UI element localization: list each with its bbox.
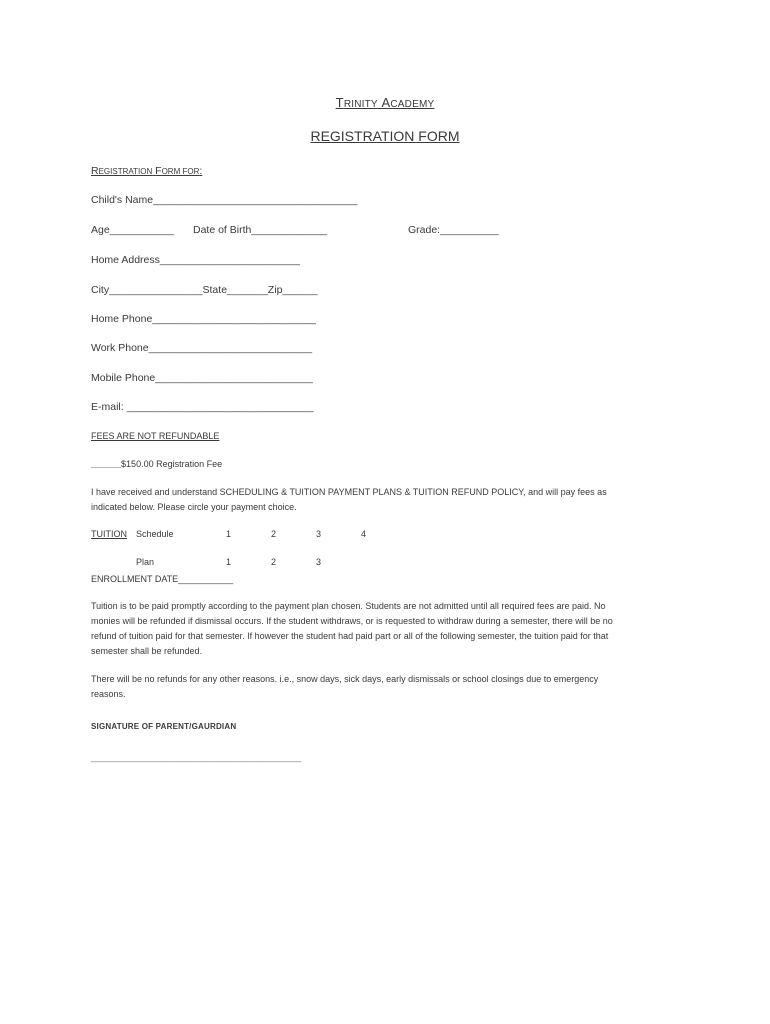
home-phone-field[interactable]: Home Phone____________________________ [91, 313, 316, 325]
refund-paragraph-line: Tuition is to be paid promptly according to the payment plan chosen. Students are not admitted until all required fees are paid. No [91, 601, 606, 611]
section-label-colon: : [199, 165, 203, 177]
schedule-option[interactable]: 4 [361, 529, 367, 539]
schedule-option[interactable]: 2 [271, 529, 277, 539]
registration-fee-label: $150.00 Registration Fee [121, 459, 223, 469]
child-name-field[interactable]: Child's Name___________________________________ [91, 194, 358, 206]
tuition-label: TUITION [91, 529, 127, 539]
schedule-option[interactable]: 1 [226, 529, 232, 539]
schedule-label: Schedule [136, 529, 174, 539]
plan-label: Plan [136, 557, 155, 567]
policy-line-2: indicated below. Please circle your payment choice. [91, 502, 297, 512]
school-name-initial: T [335, 95, 344, 110]
no-refund-paragraph-line: reasons. [91, 689, 126, 699]
dob-field[interactable]: Date of Birth_____________ [193, 224, 328, 236]
plan-option[interactable]: 1 [226, 557, 232, 567]
refund-paragraph-line: semester shall be refunded. [91, 646, 203, 656]
plan-option[interactable]: 2 [271, 557, 277, 567]
section-label-rest: EGISTRATION [98, 167, 153, 176]
refund-paragraph-line: monies will be refunded if dismissal occurs. If the student withdraws, or is requested to withdraw during a semester, there will be no [91, 616, 613, 626]
work-phone-field[interactable]: Work Phone____________________________ [91, 342, 313, 354]
home-address-field[interactable]: Home Address________________________ [91, 254, 301, 266]
section-label-rest-2: ORM FOR [161, 167, 200, 176]
school-name [0, 95, 770, 110]
registration-fee-blank[interactable]: ______ [91, 459, 122, 469]
section-label-initial: R [91, 165, 99, 177]
school-name-rest-2: CADEMY [390, 99, 435, 110]
schedule-option[interactable]: 3 [316, 529, 322, 539]
age-field[interactable]: Age___________ [91, 224, 174, 236]
fees-not-refundable: FEES ARE NOT REFUNDABLE [91, 431, 220, 441]
school-name-rest: RINITY [343, 99, 378, 110]
enrollment-date-field[interactable]: ENROLLMENT DATE___________ [91, 574, 234, 584]
section-label-initial-2: F [155, 165, 162, 177]
grade-field[interactable]: Grade:__________ [408, 224, 499, 236]
school-name-initial-2: A [381, 95, 391, 110]
refund-paragraph-line: refund of tuition paid for that semester. If however the student had paid part or all of the following semester, the tuition paid for that [91, 631, 609, 641]
signature-label: SIGNATURE OF PARENT/GAURDIAN [91, 722, 237, 731]
registration-fee-line [91, 459, 222, 469]
city-state-zip-field[interactable]: City________________State_______Zip______ [91, 284, 318, 296]
form-title: REGISTRATION FORM [310, 128, 460, 144]
plan-option[interactable]: 3 [316, 557, 322, 567]
section-label [91, 165, 202, 177]
policy-line-1: I have received and understand SCHEDULING & TUITION PAYMENT PLANS & TUITION REFUND POLICY, and will pay fees as [91, 487, 607, 497]
no-refund-paragraph-line: There will be no refunds for any other reasons. i.e., snow days, sick days, early dismissals or school closings due to emergency [91, 674, 599, 684]
mobile-phone-field[interactable]: Mobile Phone___________________________ [91, 372, 313, 384]
signature-line[interactable]: __________________________________________ [91, 752, 302, 762]
email-field[interactable]: E-mail: ________________________________ [91, 401, 314, 413]
